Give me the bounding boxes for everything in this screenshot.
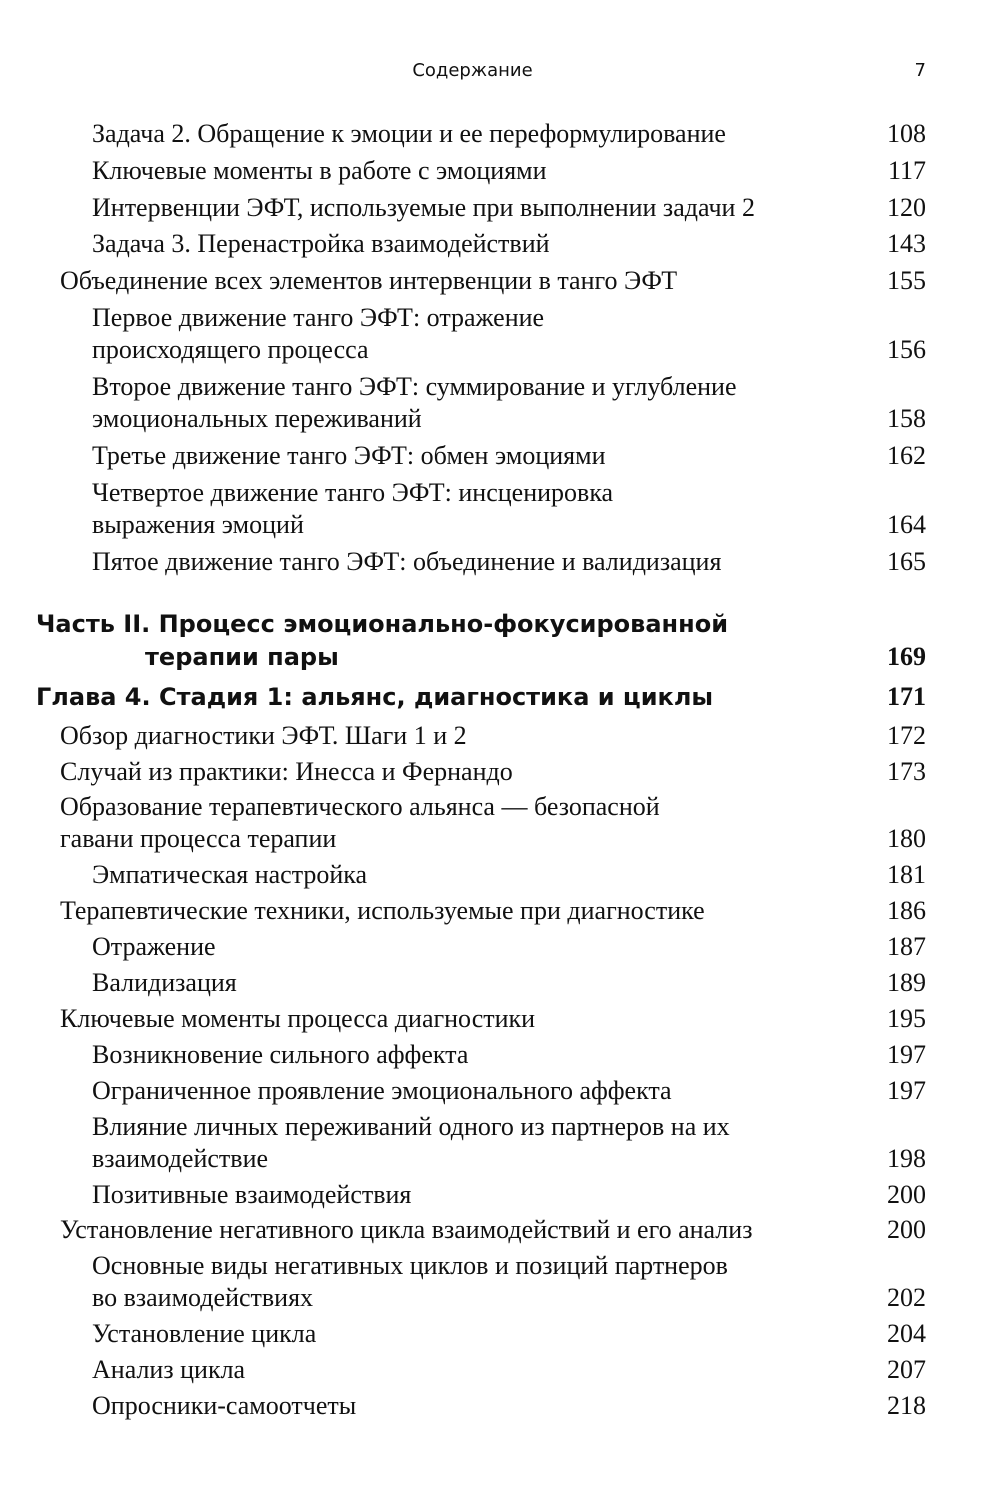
toc-entry-title: Установление негативного цикла взаимодействий и его анализ <box>60 1215 753 1244</box>
toc-entry-title: Случай из практики: Инесса и Фернандо <box>60 757 513 786</box>
toc-entry-title: Терапевтические техники, используемые при диагностике <box>60 896 705 925</box>
toc-entry-title: Позитивные взаимодействия <box>92 1180 412 1209</box>
toc-entry-page: 197 <box>887 1040 926 1069</box>
toc-entry-page: 169 <box>887 642 926 671</box>
toc-entry-title: Установление цикла <box>92 1319 317 1348</box>
toc-entry-title-line1: Второе движение танго ЭФТ: суммирование и углубление <box>92 372 737 401</box>
toc-entry-title: Обзор диагностики ЭФТ. Шаги 1 и 2 <box>60 721 467 750</box>
toc-entry-title-line2: во взаимодействиях <box>92 1283 314 1312</box>
toc-entry-page: 186 <box>887 896 926 925</box>
toc-entry-title: Третье движение танго ЭФТ: обмен эмоциями <box>92 441 606 470</box>
toc-entry-page: 173 <box>887 757 926 786</box>
toc-entry-page: 207 <box>887 1355 926 1384</box>
toc-entry-title: Объединение всех элементов интервенции в танго ЭФТ <box>60 266 678 295</box>
running-header <box>0 58 1000 88</box>
toc-entry-page: 117 <box>887 156 926 185</box>
toc-entry-title: Ограниченное проявление эмоционального аффекта <box>92 1076 672 1105</box>
toc-chapter-title: Глава 4. Стадия 1: альянс, диагностика и циклы <box>36 683 714 711</box>
toc-entry-title: Задача 3. Перенастройка взаимодействий <box>92 229 550 258</box>
toc-entry-page: 189 <box>887 968 926 997</box>
toc-entry-title-line1: Образование терапевтического альянса — безопасной <box>60 792 660 821</box>
toc-entry-page: 172 <box>887 721 926 750</box>
header-page-number: 7 <box>914 60 926 81</box>
toc-entry-page: 197 <box>887 1076 926 1105</box>
toc-entry-title: Пятое движение танго ЭФТ: объединение и валидизация <box>92 547 722 576</box>
toc-entry-title-line2: выражения эмоций <box>92 510 304 539</box>
toc-entry-page: 198 <box>887 1144 926 1173</box>
toc-entry-title: Интервенции ЭФТ, используемые при выполнении задачи 2 <box>92 193 755 222</box>
toc-entry-title: Ключевые моменты в работе с эмоциями <box>92 156 547 185</box>
toc-entry-page: 187 <box>887 932 926 961</box>
toc-entry-page: 180 <box>887 824 926 853</box>
toc-entry-page: 200 <box>887 1180 926 1209</box>
toc-entry-title: Отражение <box>92 932 216 961</box>
toc-entry-page: 162 <box>887 441 926 470</box>
toc-entry-title-line2: эмоциональных переживаний <box>92 404 422 433</box>
toc-entry-title: Ключевые моменты процесса диагностики <box>60 1004 536 1033</box>
toc-entry-page: 156 <box>887 335 926 364</box>
toc-entry-page: 158 <box>887 404 926 433</box>
toc-entry-page: 108 <box>887 119 926 148</box>
toc-entry-title-line1: Первое движение танго ЭФТ: отражение <box>92 303 545 332</box>
toc-entry-page: 195 <box>887 1004 926 1033</box>
toc-part-title-line2: терапии пары <box>145 643 339 671</box>
toc-entry-page: 202 <box>887 1283 926 1312</box>
toc-entry-page: 181 <box>887 860 926 889</box>
toc-part-title-line1: Часть II. Процесс эмоционально-фокусированной <box>36 610 729 638</box>
toc-entry-page: 164 <box>887 510 926 539</box>
toc-entry-page: 204 <box>887 1319 926 1348</box>
toc-entry-title-line2: взаимодействие <box>92 1144 269 1173</box>
toc-entry-page: 218 <box>887 1391 926 1420</box>
toc-entry-title-line1: Четвертое движение танго ЭФТ: инсценировка <box>92 478 614 507</box>
toc-entry-title: Возникновение сильного аффекта <box>92 1040 469 1069</box>
toc-entry-title: Задача 2. Обращение к эмоции и ее переформулирование <box>92 119 726 148</box>
toc-entry-title: Валидизация <box>92 968 237 997</box>
toc-entry-title: Эмпатическая настройка <box>92 860 368 889</box>
toc-entry-title-line2: гавани процесса терапии <box>60 824 337 853</box>
toc-entry-title: Опросники-самоотчеты <box>92 1391 357 1420</box>
toc-entry-page: 143 <box>887 229 926 258</box>
toc-entry-page: 200 <box>887 1215 926 1244</box>
toc-entry-page: 120 <box>887 193 926 222</box>
toc-entry-page: 155 <box>887 266 926 295</box>
toc-entry-page: 165 <box>887 547 926 576</box>
toc-entry-title-line1: Основные виды негативных циклов и позиций партнеров <box>92 1251 728 1280</box>
toc-entry-title-line2: происходящего процесса <box>92 335 369 364</box>
toc-entry-title: Анализ цикла <box>92 1355 246 1384</box>
toc-entry-title-line1: Влияние личных переживаний одного из партнеров на их <box>92 1112 730 1141</box>
toc-entry-page: 171 <box>887 682 926 711</box>
header-title: Содержание <box>412 60 533 81</box>
